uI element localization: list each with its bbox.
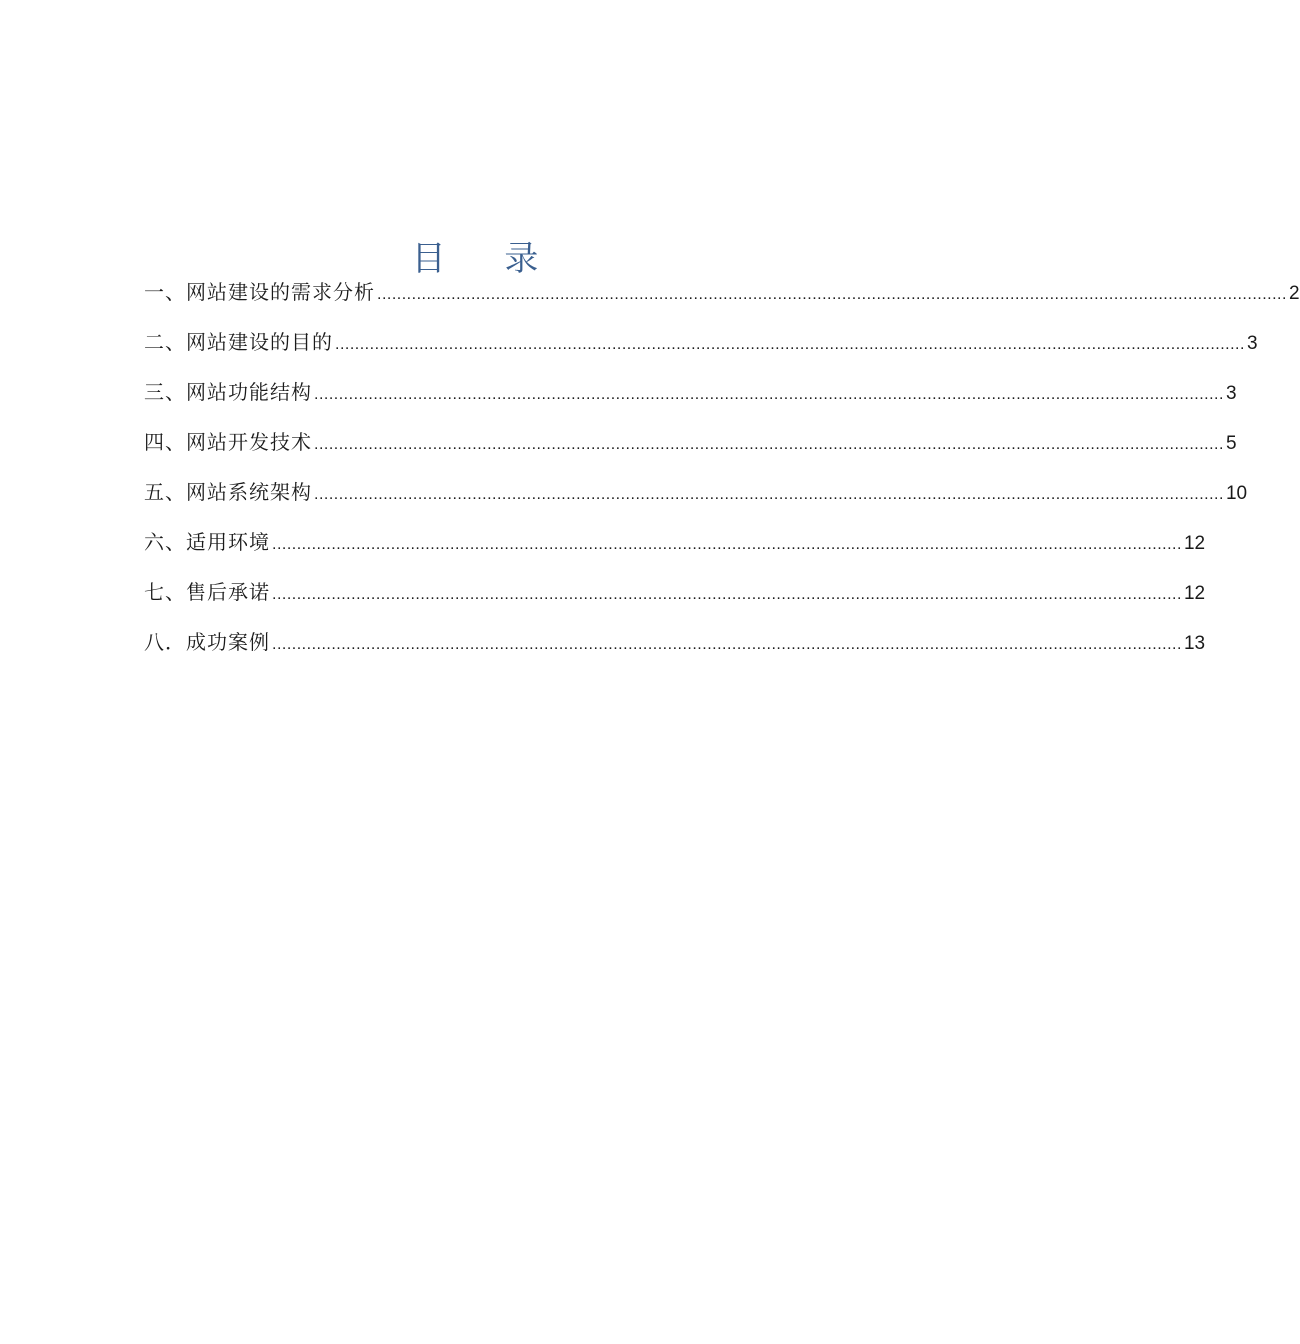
toc-entry[interactable] (144, 522, 1206, 572)
toc-dot-leader: ........................................................................................................................................................................................ (314, 436, 1224, 453)
toc-entry-label: 五、网站系统架构 (144, 480, 312, 504)
toc-page-number: 12 (1183, 533, 1206, 554)
toc-entry[interactable] (144, 372, 1237, 422)
toc-title: 目 录 (411, 238, 563, 279)
toc-dot-leader: ........................................................................................................................................................................................ (377, 286, 1287, 303)
toc-entry[interactable] (144, 422, 1237, 472)
toc-entry-label: 二、网站建设的目的 (144, 330, 333, 354)
toc-page-number: 12 (1183, 583, 1206, 604)
toc-entry-label: 三、网站功能结构 (144, 380, 312, 404)
toc-dot-leader: ........................................................................................................................................................................................ (335, 336, 1245, 353)
toc-dot-leader: ........................................................................................................................................................................................ (272, 586, 1182, 603)
toc-page-number: 10 (1225, 483, 1248, 504)
toc-entry[interactable] (144, 472, 1248, 522)
toc-dot-leader: ........................................................................................................................................................................................ (272, 536, 1182, 553)
toc-entry[interactable] (144, 572, 1206, 622)
toc-dot-leader: ........................................................................................................................................................................................ (272, 636, 1182, 653)
toc-entry-label: 八．成功案例 (144, 630, 270, 654)
toc-entry[interactable] (144, 622, 1206, 672)
toc-entry-label: 七、售后承诺 (144, 580, 270, 604)
toc-entry-label: 一、网站建设的需求分析 (144, 280, 375, 304)
table-of-contents (144, 272, 1300, 672)
toc-page-number: 2 (1288, 283, 1300, 304)
toc-entry[interactable] (144, 322, 1258, 372)
toc-dot-leader: ........................................................................................................................................................................................ (314, 486, 1224, 503)
toc-entry-label: 六、适用环境 (144, 530, 270, 554)
toc-page-number: 3 (1246, 333, 1258, 354)
toc-page-number: 13 (1183, 633, 1206, 654)
toc-dot-leader: ........................................................................................................................................................................................ (314, 386, 1224, 403)
toc-entry-label: 四、网站开发技术 (144, 430, 312, 454)
toc-page-number: 5 (1225, 433, 1237, 454)
toc-page-number: 3 (1225, 383, 1237, 404)
toc-entry[interactable] (144, 272, 1300, 322)
